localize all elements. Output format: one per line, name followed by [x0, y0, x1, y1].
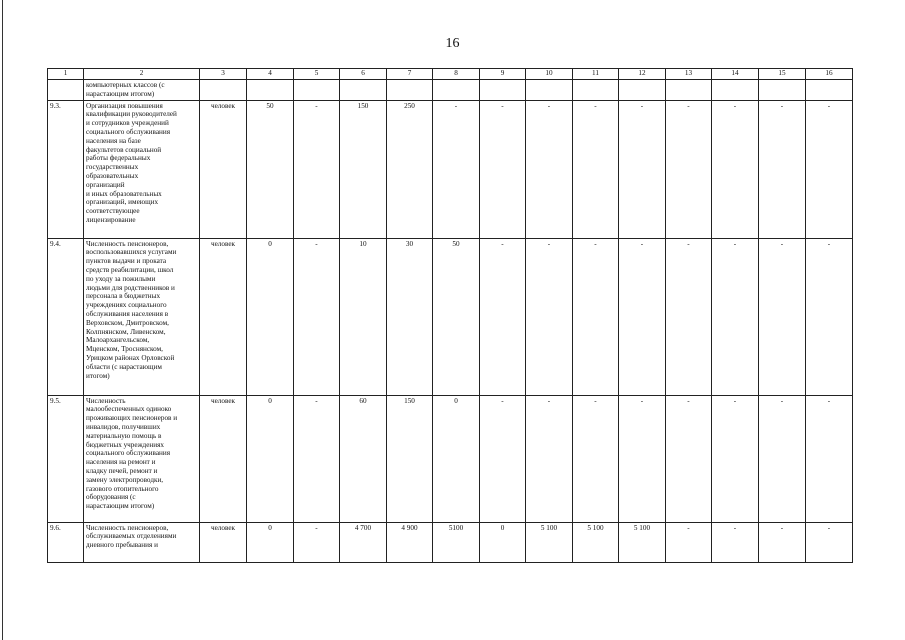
value-cell: 5 100: [526, 522, 573, 562]
value-cell: 0: [247, 522, 294, 562]
value-cell: -: [806, 395, 853, 522]
value-cell: [619, 80, 666, 101]
column-header: 6: [340, 69, 387, 80]
indicator-name-cell: Численность пенсионеров, воспользовавшихся услугами пунктов выдачи и проката средств реабилитации, школ по уходу за пожилыми людьми для родственников и персонала в бюджетных учреждениях социального обслуживания населения в Верховском, Дмитровском, Колпнянском, Ливенском, Малоархангельском, Мценском, Троснянском, Урицком районах Орловской области (с нарастающим итогом): [84, 238, 200, 395]
column-header: 12: [619, 69, 666, 80]
column-header: 8: [433, 69, 480, 80]
value-cell: [712, 80, 759, 101]
indicator-name-cell: Численность пенсионеров, обслуживаемых отделениями дневного пребывания и: [84, 522, 200, 562]
column-header: 9: [480, 69, 526, 80]
value-cell: -: [806, 522, 853, 562]
column-header: 13: [666, 69, 712, 80]
value-cell: 5 100: [573, 522, 619, 562]
value-cell: -: [573, 100, 619, 238]
row-number-cell: 9.4.: [48, 238, 84, 395]
column-header: 10: [526, 69, 573, 80]
row-number-cell: 9.5.: [48, 395, 84, 522]
unit-cell: человек: [200, 395, 247, 522]
value-cell: 10: [340, 238, 387, 395]
column-header: 3: [200, 69, 247, 80]
value-cell: -: [666, 238, 712, 395]
page-left-border: [2, 0, 3, 640]
value-cell: 0: [247, 238, 294, 395]
column-header: 4: [247, 69, 294, 80]
table-row: [48, 100, 853, 238]
value-cell: -: [759, 100, 806, 238]
row-number-cell: [48, 80, 84, 101]
value-cell: -: [573, 395, 619, 522]
value-cell: 50: [433, 238, 480, 395]
value-cell: -: [806, 100, 853, 238]
value-cell: [433, 80, 480, 101]
value-cell: -: [294, 238, 340, 395]
value-cell: 0: [433, 395, 480, 522]
value-cell: -: [526, 238, 573, 395]
column-header: 2: [84, 69, 200, 80]
value-cell: -: [666, 395, 712, 522]
unit-cell: человек: [200, 238, 247, 395]
value-cell: -: [712, 395, 759, 522]
value-cell: -: [480, 395, 526, 522]
value-cell: -: [294, 522, 340, 562]
value-cell: [294, 80, 340, 101]
value-cell: [573, 80, 619, 101]
value-cell: -: [759, 395, 806, 522]
column-header: 15: [759, 69, 806, 80]
value-cell: -: [712, 238, 759, 395]
value-cell: -: [619, 395, 666, 522]
value-cell: 60: [340, 395, 387, 522]
indicator-name-cell: компьютерных классов (с нарастающим итогом): [84, 80, 200, 101]
value-cell: -: [759, 238, 806, 395]
row-number-cell: 9.3.: [48, 100, 84, 238]
page-number: 16: [445, 36, 460, 51]
column-header: 1: [48, 69, 84, 80]
value-cell: [666, 80, 712, 101]
table-row: [48, 80, 853, 101]
value-cell: [387, 80, 433, 101]
value-cell: -: [480, 238, 526, 395]
value-cell: [480, 80, 526, 101]
column-header: 14: [712, 69, 759, 80]
unit-cell: человек: [200, 522, 247, 562]
table-row: [48, 522, 853, 562]
value-cell: -: [619, 238, 666, 395]
value-cell: -: [619, 100, 666, 238]
value-cell: -: [712, 522, 759, 562]
value-cell: 5100: [433, 522, 480, 562]
indicator-table: [47, 68, 853, 563]
value-cell: -: [806, 238, 853, 395]
row-number-cell: 9.6.: [48, 522, 84, 562]
value-cell: 4 900: [387, 522, 433, 562]
value-cell: 150: [340, 100, 387, 238]
value-cell: -: [294, 100, 340, 238]
table-row: [48, 238, 853, 395]
value-cell: [247, 80, 294, 101]
value-cell: -: [712, 100, 759, 238]
value-cell: 250: [387, 100, 433, 238]
column-number-header-row: [48, 69, 853, 80]
value-cell: -: [573, 238, 619, 395]
value-cell: 0: [247, 395, 294, 522]
value-cell: -: [666, 522, 712, 562]
value-cell: -: [526, 395, 573, 522]
column-header: 16: [806, 69, 853, 80]
column-header: 5: [294, 69, 340, 80]
indicator-name-cell: Численность малообеспеченных одиноко проживающих пенсионеров и инвалидов, получивших материальную помощь в бюджетных учреждениях социального обслуживания населения на ремонт и кладку печей, ремонт и замену электропроводки, газового отопительного оборудования (с нарастающим итогом): [84, 395, 200, 522]
unit-cell: [200, 80, 247, 101]
unit-cell: человек: [200, 100, 247, 238]
value-cell: [526, 80, 573, 101]
value-cell: -: [759, 522, 806, 562]
value-cell: [806, 80, 853, 101]
indicator-name-cell: Организация повышения квалификации руководителей и сотрудников учреждений социального обслуживания населения на базе факультетов социальной работы федеральных государственных образовательных организаций и иных образовательных организаций, имеющих соответствующее лицензирование: [84, 100, 200, 238]
value-cell: 5 100: [619, 522, 666, 562]
value-cell: -: [294, 395, 340, 522]
value-cell: 0: [480, 522, 526, 562]
value-cell: 150: [387, 395, 433, 522]
value-cell: -: [433, 100, 480, 238]
column-header: 7: [387, 69, 433, 80]
value-cell: 4 700: [340, 522, 387, 562]
column-header: 11: [573, 69, 619, 80]
table-body: [48, 80, 853, 563]
table-row: [48, 395, 853, 522]
value-cell: [759, 80, 806, 101]
value-cell: -: [480, 100, 526, 238]
value-cell: [340, 80, 387, 101]
value-cell: 30: [387, 238, 433, 395]
value-cell: -: [666, 100, 712, 238]
value-cell: -: [526, 100, 573, 238]
value-cell: 50: [247, 100, 294, 238]
